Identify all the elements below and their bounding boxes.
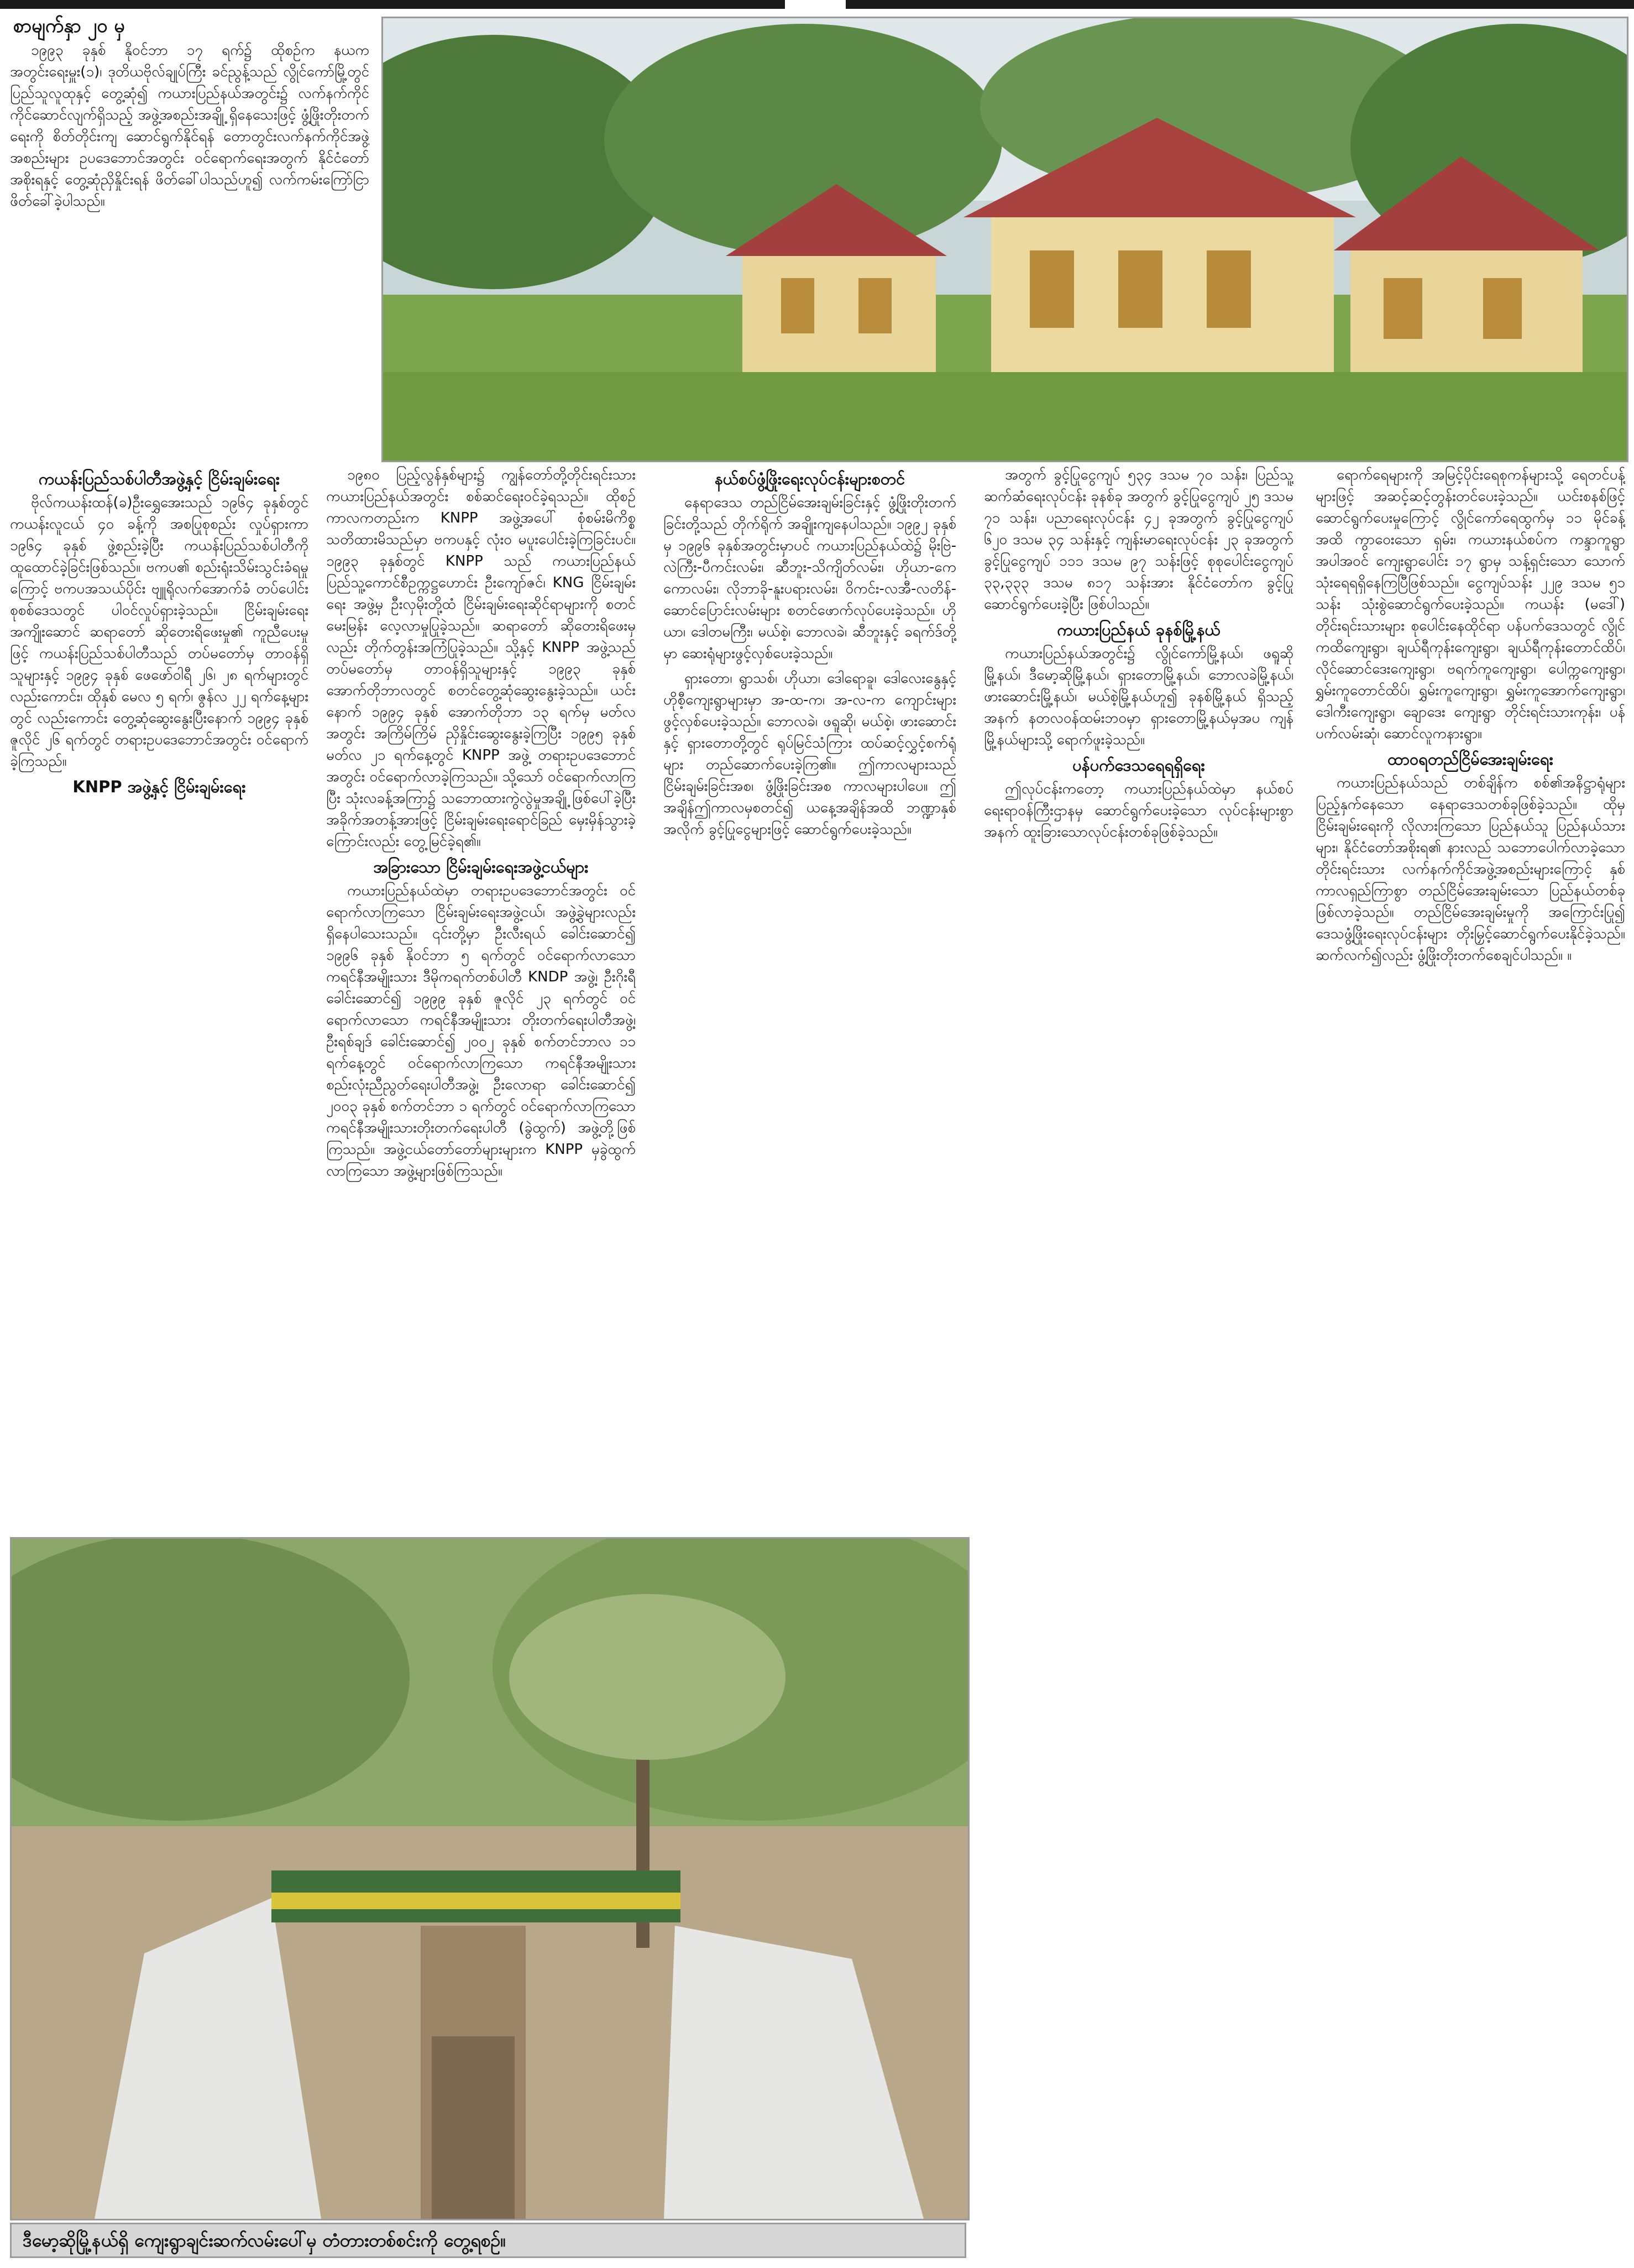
bridge-photo-caption: ဒီမော့ဆိုမြို့နယ်ရှိ ကျေးရွာချင်းဆက်လမ်းပေါ်မှ တံတားတစ်စင်းကို တွေ့ရစဉ်။ (10, 2223, 966, 2258)
section-heading: ကယားပြည်နယ် ခုနစ်မြို့နယ် (1057, 620, 1221, 639)
section-heading: ကယန်းပြည်သစ်ပါတီအဖွဲ့နှင့် ငြိမ်းချမ်းရေး (38, 469, 280, 488)
section-paragraph: နေရာဒေသ တည်ငြိမ်အေးချမ်းခြင်းနှင့် ဖွံ့ဖြိုးတိုးတက်ခြင်းတို့သည် တိုက်ရိုက် အချိုးကျနေပါသည်။ ၁၉၉၂ ခုနှစ်မှ ၁၉၉၆ ခုနှစ်အတွင်းမှာပင် ကယားပြည်နယ်ထဲ၌ မိုးဗြဲ-လဲကြီး-ပီကင်းလမ်း၊ ဆီဘူး-သိကျိတ်လမ်း၊ ဟိုယာ-ကေကောလမ်း၊ လိုဘာခို-နူးပရားလမ်း၊ ဝိကင်း-လအီ-လတိန်-ဆောင်ပြောင်းလမ်းများ စတင်ဖောက်လုပ်ပေးခဲ့သည်။ ဟိုယာ၊ ဒေါတမကြီး၊ မယ်စဲ့၊ ဘောလခဲ၊ ဆီဘူးနှင့် ခရက်ဒ်တို့မှာ ဆေးရုံများဖွင့်လှစ်ပေးခဲ့သည်။ (663, 494, 956, 662)
article-column-1 (10, 464, 308, 1532)
section-paragraph: ကယားပြည်နယ်သည် တစ်ချိန်က စစ်၏အနိဋ္ဌာရုံများ ပြည့်နှက်နေသော နေရာဒေသတစ်ခုဖြစ်ခဲ့သည်။ ထိုမှ ငြိမ်းချမ်းရေးကို လိုလားကြသော ပြည်နယ်သူ ပြည်နယ်သားများ၊ နိုင်ငံတော်အစိုးရ၏ နားလည် သဘောပေါက်လာခဲ့သော တိုင်းရင်းသား လက်နက်ကိုင်အဖွဲ့အစည်းများကြောင့် နှစ်ကာလရှည်ကြာစွာ တည်ငြိမ်အေးချမ်းသော ပြည်နယ်တစ်ခု ဖြစ်လာခဲ့သည်။ တည်ငြိမ်အေးချမ်းမှုကို အကြောင်းပြု၍ ဒေသဖွံ့ဖြိုးရေးလုပ်ငန်းများ တိုးမြှင့်ဆောင်ရွက်ပေးနိုင်ခဲ့သည်။ ဆက်လက်၍လည်း ဖွံ့ဖြိုးတိုးတက်စေချင်ပါသည်။ ။ (1316, 775, 1625, 964)
section-paragraph: ရှားတော၊ ရွာသစ်၊ ဟိုယာ၊ ဒေါရောခူ၊ ဒေါလေးနွေနှင့် ဟိုစီ့ကျေးရွာများမှာ အ-ထ-က၊ အ-လ-က ကျောင်းများ ဖွင့်လှစ်ပေးခဲ့သည်။ ဘောလခဲ၊ ဖရူဆို၊ မယ်စဲ့၊ ဖားဆောင်းနှင့် ရှားတောတို့တွင် ရုပ်မြင်သံကြား ထပ်ဆင့်လွှင့်စက်ရုံများ တည်ဆောက်ပေးခဲ့ကြ၏။ ဤကာလများသည် ငြိမ်းချမ်းခြင်းအစ၊ ဖွံ့ဖြိုးခြင်းအစ ကာလများပါပေ။ ဤအချိန်ဤကာလမှစတင်၍ ယနေ့အချိန်အထိ ဘဏ္ဍာနှစ်အလိုက် ခွင့်ပြုငွေများဖြင့် ဆောင်ရွက်ပေးခဲ့သည်။ (663, 670, 956, 838)
article-column-2 (326, 464, 636, 1532)
section-heading: နယ်စပ်ဖွံ့ဖြိုးရေးလုပ်ငန်းများစတင် (714, 469, 905, 488)
article-column-5 (1316, 464, 1625, 2256)
top-rule-gap (785, 0, 846, 9)
section-heading: KNPP အဖွဲ့နှင့် ငြိမ်းချမ်းရေး (72, 777, 246, 796)
housing-photo (381, 17, 1628, 462)
section-paragraph: ဗိုလ်ကယန်းထန်(ခ)ဦးရွှေအေးသည် ၁၉၆၄ ခုနှစ်တွင် ကယန်းလူငယ် ၄၀ ခန့်ကို အစပြုစုစည်း လှုပ်ရှားကာ ၁၉၆၄ ခုနှစ် ဖွဲ့စည်းခဲ့ပြီး ကယန်းပြည်သစ်ပါတီကို ထူထောင်ခဲ့ခြင်းဖြစ်သည်။ ဗကပ၏ စည်းရုံးသိမ်းသွင်းခံရမှုကြောင့် ဗကပအသယ်ပိုင်း ဗျူရိုလက်အောက်ခံ တပ်ပေါင်းစုစစ်ဒေသတွင် ပါဝင်လှုပ်ရှားခဲ့သည်။ ငြိမ်းချမ်းရေးအကျိုးဆောင် ဆရာတော် ဆိုတေးရိဖေးမှု၏ ကူညီပေးမှုဖြင့် ကယန်းပြည်သစ်ပါတီသည် တပ်မတော်မှ တာဝန်ရှိသူများနှင့် ၁၉၉၄ ခုနှစ် ဖေဖော်ဝါရီ ၂၆၊ ၂၈ ရက်များတွင်လည်းကောင်း၊ ထိုနှစ် မေလ ၅ ရက်၊ ဇွန်လ ၂၂ ရက်နေ့များတွင် လည်းကောင်း တွေ့ဆုံဆွေးနွေးပြီးနောက် ၁၉၉၄ ခုနှစ် ဇူလိုင် ၂၆ ရက်တွင် တရားဥပဒေဘောင်အတွင်း ဝင်ရောက်ခဲ့ကြသည်။ (10, 494, 308, 770)
intro-paragraph: ၁၉၉၃ ခုနှစ် နိုဝင်ဘာ ၁၇ ရက်၌ ထိုစဉ်က နယကအတွင်းရေးမှူး(၁)၊ ဒုတိယဗိုလ်ချုပ်ကြီး ခင်ညွန့်သည် လွိုင်ကော်မြို့တွင် ပြည်သူလူထုနှင့် တွေ့ဆုံ၍ ကယားပြည်နယ်အတွင်း၌ လက်နက်ကိုင်ကိုင်ဆောင်လျက်ရှိသည့် အဖွဲ့အစည်းအချို့ ရှိနေသေးဖြင့် ဖွံ့ဖြိုးတိုးတက်ရေးကို စိတ်တိုင်းကျ ဆောင်ရွက်နိုင်ရန် တောတွင်းလက်နက်ကိုင်အဖွဲ့အစည်းများ ဥပဒေဘောင်အတွင်း ဝင်ရောက်ရေးအတွက် နိုင်ငံတော်အစိုးရနှင့် တွေ့ဆုံညှိနှိုင်းရန် ဖိတ်ခေါ်ပါသည်ဟူ၍ လက်ကမ်းကြော်ငြာဖိတ်ခေါ်ခဲ့ပါသည်။ (10, 42, 369, 210)
housing-photo-illustration (383, 18, 1627, 461)
section-paragraph: ကယားပြည်နယ်အတွင်း၌ လွိုင်ကော်မြို့နယ်၊ ဖရူဆိုမြို့နယ်၊ ဒီမော့ဆိုမြို့နယ်၊ ရှားတောမြို့နယ်၊ ဘောလခဲမြို့နယ်၊ ဖားဆောင်းမြို့နယ်၊ မယ်စဲ့မြို့နယ်ဟူ၍ ခုနစ်မြို့နယ် ရှိသည့်အနက် နတလဝန်ထမ်းဘဝမှာ ရှားတောမြို့နယ်မှအပ ကျန်မြို့နယ်များသို့ ရောက်ဖူးခဲ့သည်။ (984, 645, 1293, 748)
article-intro (10, 40, 369, 460)
section-heading: အခြားသော ငြိမ်းချမ်းရေးအဖွဲ့ငယ်များ (373, 858, 589, 876)
section-paragraph: ၁၉၈၀ ပြည့်လွန်နှစ်များ၌ ကျွန်တော်တို့တိုင်းရင်းသား ကယားပြည်နယ်အတွင်း စစ်ဆင်ရေးဝင်ခဲ့ရသည်။ ထိုစဉ်ကာလကတည်းက KNPP အဖွဲ့အပေါ် စုံစမ်းမိကိစ္စ သတိထားမိသည်မှာ ဗကပနှင့် လုံးဝ မပူးပေါင်းခဲ့ကြခြင်းပင်။ ၁၉၉၃ ခုနှစ်တွင် KNPP သည် ကယားပြည်နယ် ပြည်သူ့ကောင်စီဥက္ကဋ္ဌဟောင်း ဦးကျော်ဇင်၊ KNG ငြိမ်းချမ်းရေး အဖွဲ့မှ ဦးလှမိုးတို့ထံ ငြိမ်းချမ်းရေးဆိုင်ရာများကို စတင်မေးမြန်း လေ့လာမှုပြုခဲ့သည်။ ဆရာတော် ဆိုတေးရိဖေးမှ လည်း တိုက်တွန်းအကြံပြုခဲ့သည်။ သို့နှင့် KNPP အဖွဲ့သည် တပ်မတော်မှ တာဝန်ရှိသူများနှင့် ၁၉၉၃ ခုနှစ် အောက်တိုဘာလတွင် စတင်တွေ့ဆုံဆွေးနွေးခဲ့သည်။ ယင်းနောက် ၁၉၉၄ ခုနှစ် အောက်တိုဘာ ၁၃ ရက်မှ မတ်လအတွင်း အကြိမ်ကြိမ် ညှိနှိုင်းဆွေးနွေးခဲ့ကြပြီး ၁၉၉၅ ခုနှစ် မတ်လ ၂၁ ရက်နေ့တွင် KNPP အဖွဲ့ တရားဥပဒေဘောင်အတွင်း ဝင်ရောက်လာခဲ့ကြသည်။ သို့သော် ဝင်ရောက်လာကြပြီး သုံးလခန့်အကြာ၌ သဘောထားကွဲလွဲမှုအချို့ ဖြစ်ပေါ်ခဲ့ပြီး အခိုက်အတန့်အားဖြင့် ငြိမ်းချမ်းရေးရောင်ခြည် မှေးမှိန်သွားခဲ့ကြောင်းလည်း တွေ့မြင်ခဲ့ရ၏။ (326, 467, 636, 850)
article-column-4 (984, 464, 1293, 2256)
bridge-photo-illustration (12, 1539, 968, 2219)
section-paragraph: ဤလုပ်ငန်းကတော့ ကယားပြည်နယ်ထဲမှာ နယ်စပ်ရေးရာဝန်ကြီးဌာနမှ ဆောင်ရွက်ပေးခဲ့သော လုပ်ငန်းများစွာအနက် ထူးခြားသောလုပ်ငန်းတစ်ခုဖြစ်ခဲ့သည်။ (984, 781, 1293, 840)
section-paragraph: ကယားပြည်နယ်ထဲမှာ တရားဥပဒေဘောင်အတွင်း ဝင်ရောက်လာကြသော ငြိမ်းချမ်းရေးအဖွဲ့ငယ်၊ အဖွဲ့ခွဲများလည်း ရှိနေပါသေးသည်။ ၎င်းတို့မှာ ဦးလီးရယ် ခေါင်းဆောင်၍ ၁၉၉၆ ခုနှစ် နိုဝင်ဘာ ၅ ရက်တွင် ဝင်ရောက်လာသော ကရင်နီအမျိုးသား ဒီမိုကရက်တစ်ပါတီ KNDP အဖွဲ့၊ ဦးဂိုးရီ ခေါင်းဆောင်၍ ၁၉၉၉ ခုနှစ် ဇူလိုင် ၂၃ ရက်တွင် ဝင်ရောက်လာသော ကရင်နီအမျိုးသား တိုးတက်ရေးပါတီအဖွဲ့၊ ဦးရစ်ချဒ် ခေါင်းဆောင်၍ ၂၀၀၂ ခုနှစ် စက်တင်ဘာလ ၁၁ ရက်နေ့တွင် ဝင်ရောက်လာကြသော ကရင်နီအမျိုးသားစည်းလုံးညီညွတ်ရေးပါတီအဖွဲ့၊ ဦးလောရာ ခေါင်းဆောင်၍ ၂၀၀၃ ခုနှစ် စက်တင်ဘာ ၁ ရက်တွင် ဝင်ရောက်လာကြသော ကရင်နီအမျိုးသားတိုးတက်ရေးပါတီ (ခွဲထွက်) အဖွဲ့တို့ဖြစ်ကြသည်။ အဖွဲ့ငယ်တော်တော်များများက KNPP မှခွဲထွက်လာကြသော အဖွဲ့များဖြစ်ကြသည်။ (326, 882, 636, 1179)
article-column-3 (663, 464, 956, 1532)
continued-from-label: စာမျက်နှာ ၂၀ မှ (13, 15, 125, 37)
section-heading: ပန်ပက်ဒေသရေရရှိရေး (1072, 756, 1205, 775)
bridge-photo (10, 1537, 970, 2220)
section-paragraph: ရောက်ရေများကို အမြင့်ပိုင်းရေစုကန်များသို့ ရေတင်ပန့်များဖြင့် အဆင့်ဆင့်တွန်းတင်ပေးခဲ့သည်။ ယင်းစနစ်ဖြင့် ဆောင်ရွက်ပေးမှုကြောင့် လွိုင်ကော်ရေထွက်မှ ၁၁ မိုင်ခန့်အထိ ကွာဝေးသော ရှမ်း၊ ကယားနယ်စပ်က ကန္ဒာကူရွာ အပါအဝင် ကျေးရွာပေါင်း ၁၇ ရွာမှ သန့်ရှင်းသော သောက်သုံးရေရရှိနေကြပြီဖြစ်သည်။ ငွေကျပ်သန်း ၂၂၉ ဒသမ ၅၁ သန်း သုံးစွဲဆောင်ရွက်ပေးခဲ့သည်။ ကယန်း (မဒေါ်) တိုင်းရင်းသားများ စုပေါင်းနေထိုင်ရာ ပန်ပက်ဒေသတွင် လွိုင်ကထိကျေးရွာ၊ ချယ်ရီကုန်းကျေးရွာ၊ ချယ်ရီကုန်းတောင်ထိပ်၊ လိုင်ဆောင်ဒေးကျေးရွာ၊ ဗရက်ကူကျေးရွာ၊ ပေါက္ကကျေးရွာ၊ ရွှမ်းကူတောင်ထိပ်၊ ရွှမ်းကူကျေးရွာ၊ ရွှမ်းကူအောက်ကျေးရွာ၊ ဒေါကီးကျေးရွာ၊ ချောဒေး ကျေးရွာ တိုင်းရင်းသားကုန်း၊ ပန်ပက်လမ်းဆုံ၊ ဆောင်လူကနားရွာ။ (1316, 467, 1625, 742)
section-paragraph: အတွက် ခွင့်ပြုငွေကျပ် ၅၃၄ ဒသမ ၇၀ သန်း၊ ပြည်သူ့ဆက်ဆံရေးလုပ်ငန်း ခုနစ်ခု အတွက် ခွင့်ပြုငွေကျပ် ၂၅ ဒသမ ၇၁ သန်း၊ ပညာရေးလုပ်ငန်း ၄၂ ခုအတွက် ခွင့်ပြုငွေကျပ် ၆၂၀ ဒသမ ၃၄ သန်းနှင့် ကျန်းမာရေးလုပ်ငန်း ၂၃ ခုအတွက် ခွင့်ပြုငွေကျပ် ၁၁၁ ဒသမ ၉၇ သန်းဖြင့် စုစုပေါင်းငွေကျပ် ၃၃,၃၃၃ ဒသမ ၈၁၇ သန်းအား နိုင်ငံတော်က ခွင့်ပြုဆောင်ရွက်ပေးခဲ့ပြီး ဖြစ်ပါသည်။ (984, 467, 1293, 613)
section-heading: ထာဝရတည်ငြိမ်အေးချမ်းရေး (1387, 750, 1553, 769)
